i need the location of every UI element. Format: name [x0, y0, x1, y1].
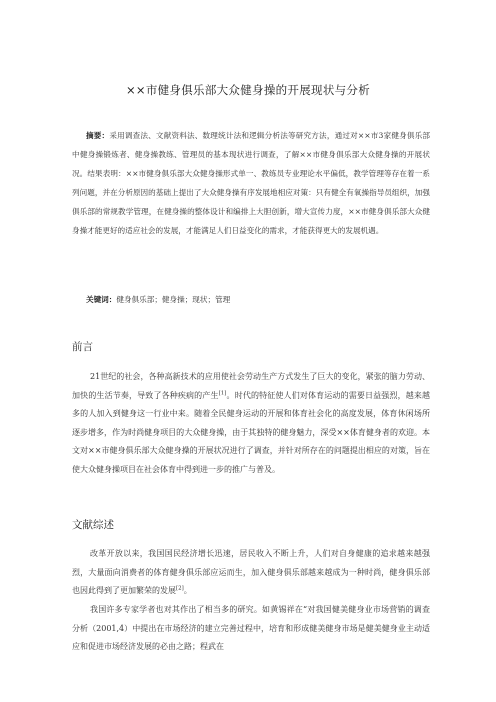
- review-paragraph-2: [72, 601, 430, 657]
- abstract-text: 采用调查法、文献资料法、数理统计法和逻辑分析法等研究方法，通过对××市3家健身俱乐部中健身操锻炼者、健身操教练、管理员的基本现状进行调查，了解××市健身俱乐部大众健身操的开展状况。结果表明：××市健身俱乐部大众健身操形式单一、教练员专业理论水平偏低，教学管理等存在着一系列问题，并在分析原因的基础上提出了大众健身操有序发展地相应对策：只有健全有氧操指导员组织，加强俱乐部的常规教学管理，在健身操的整体设计和编排上大胆创新，增大宣传力度，××市健身俱乐部大众健身操才能更好的适应社会的发展，才能满足人们日益变化的需求，才能获得更大的发展机遇。: [72, 131, 430, 235]
- keywords: [86, 294, 430, 305]
- keywords-text: 健身俱乐部；健身操；现状；管理: [116, 295, 231, 304]
- paragraph-text: 21世纪的社会，各种高新技术的应用使社会劳动生产方式发生了巨大的变化，紧张的脑力劳动、加快的生活节奏，导致了各种疾病的产生: [72, 372, 430, 400]
- paragraph-text: 。时代的特征使人们对体育运动的需要日益强烈，越来越多的人加入到健身这一行业中来。随着全民健身运动的开展和体育社会化的高度发展，体育休闲场所逐步增多，作为时尚健身项目的大众健身操，由于其独特的健身魅力，深受××体育健身者的欢迎。本文对××市健身俱乐部大众健身操的开展状况进行了调查，并针对所存在的问题提出相应的对策，旨在使大众健身操项目在社会体育中得到进一步的推广与普及。: [72, 390, 431, 474]
- citation-ref: [1]: [218, 389, 227, 396]
- keywords-label: 关键词：: [86, 295, 117, 304]
- abstract-label: 摘要：: [86, 131, 110, 140]
- section-heading-literature-review: 文献综述: [72, 519, 114, 531]
- paragraph-text: 。: [183, 586, 192, 596]
- paragraph-text: 我国许多专家学者也对其作出了相当多的研究。如黄锡祥在“对我国健美健身业市场营销的调查分析（2001,4）中提出在市场经济的建立完善过程中，培育和形成健美健身市场是健美健身业主动适应和促进市场经济发展的必由之路；程武在: [72, 605, 430, 652]
- abstract: [72, 126, 430, 240]
- paragraph-text: 改革开放以来，我国国民经济增长迅速，居民收入不断上升，人们对自身健康的追求越来越强烈，大量面向消费者的体育健身俱乐部应运而生，加入健身俱乐部越来越成为一种时尚，健身俱乐部也因此得到了更加繁荣的发展: [72, 549, 430, 596]
- review-paragraph-1: [72, 545, 430, 601]
- section-heading-preface: 前言: [72, 341, 93, 353]
- document-title: ××市健身俱乐部大众健身操的开展现状与分析: [125, 83, 371, 97]
- preface-paragraph: [72, 368, 430, 480]
- citation-ref: [2]: [176, 585, 184, 592]
